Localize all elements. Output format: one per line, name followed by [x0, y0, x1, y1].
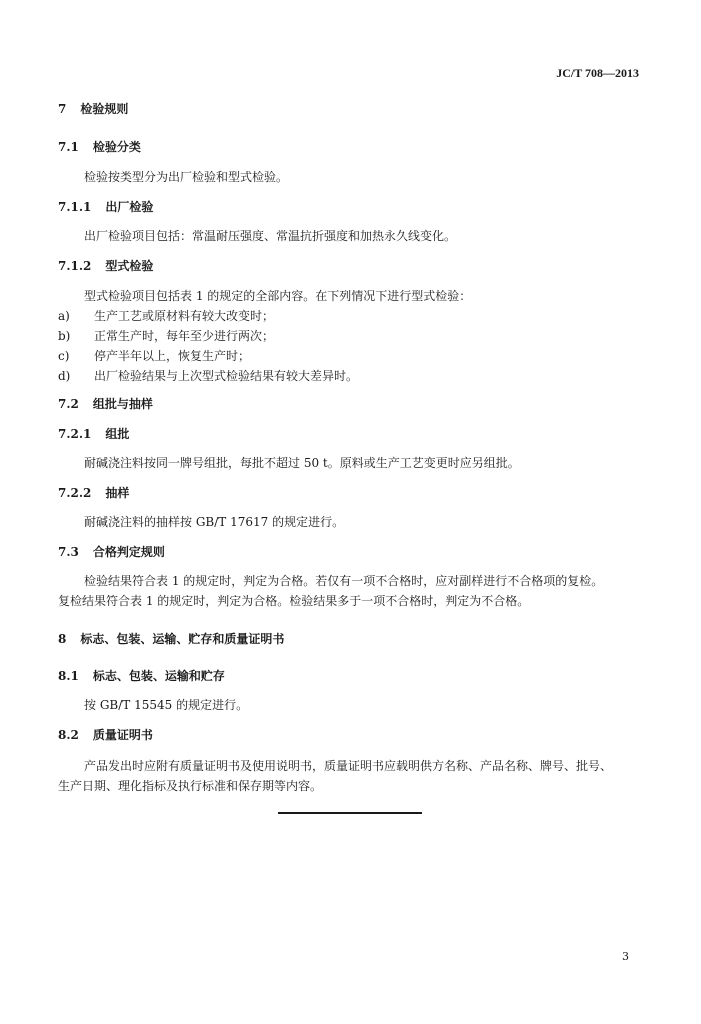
heading-8-2	[58, 726, 153, 743]
heading-number: 7	[58, 102, 67, 116]
list-item	[58, 347, 250, 364]
paragraph-7-3-line2: 复检结果符合表 1 的规定时，判定为合格。检验结果多于一项不合格时，判定为不合格。	[58, 594, 530, 608]
list-item	[58, 327, 274, 344]
heading-number: 7.1.2	[58, 259, 92, 273]
list-item-label: d)	[58, 369, 71, 383]
list-item-text: 正常生产时，每年至少进行两次；	[94, 329, 275, 343]
paragraph-8-2-line2: 生产日期、理化指标及执行标准和保存期等内容。	[58, 779, 323, 793]
paragraph-7-3-line1: 检验结果符合表 1 的规定时，判定为合格。若仅有一项不合格时，应对副样进行不合格项的复检。	[84, 574, 604, 588]
heading-number: 8.2	[58, 728, 79, 742]
document-code: JC/T 708—2013	[556, 66, 639, 80]
paragraph-7-1-2: 型式检验项目包括表 1 的规定的全部内容。在下列情况下进行型式检验：	[84, 289, 472, 303]
list-item	[58, 307, 274, 324]
heading-title: 组批	[105, 427, 130, 441]
list-item-label: c)	[58, 349, 70, 363]
list-item-text: 出厂检验结果与上次型式检验结果有较大差异时。	[94, 369, 359, 383]
heading-number: 7.3	[58, 545, 79, 559]
heading-title: 标志、包装、运输和贮存	[92, 669, 225, 683]
heading-number: 8	[58, 632, 67, 646]
heading-title: 组批与抽样	[92, 397, 153, 411]
list-item-text: 生产工艺或原材料有较大改变时；	[94, 309, 275, 323]
end-rule	[278, 812, 422, 814]
heading-7-3	[58, 543, 165, 560]
heading-number: 8.1	[58, 669, 79, 683]
paragraph-7-1-1: 出厂检验项目包括：常温耐压强度、常温抗折强度和加热永久线变化。	[84, 229, 457, 243]
paragraph-8-1: 按 GB/T 15545 的规定进行。	[84, 698, 249, 712]
heading-7-1	[58, 138, 141, 155]
heading-number: 7.1	[58, 140, 79, 154]
paragraph-7-1: 检验按类型分为出厂检验和型式检验。	[84, 170, 289, 184]
heading-title: 标志、包装、运输、贮存和质量证明书	[80, 632, 285, 646]
heading-number: 7.2.1	[58, 427, 92, 441]
list-item-label: a)	[58, 309, 70, 323]
heading-title: 检验规则	[80, 102, 129, 116]
heading-title: 抽样	[105, 486, 130, 500]
list-item-label: b)	[58, 329, 71, 343]
heading-8-1	[58, 667, 225, 684]
heading-number: 7.2	[58, 397, 79, 411]
page-number: 3	[622, 950, 629, 963]
heading-title: 检验分类	[92, 140, 141, 154]
heading-7-1-1	[58, 198, 153, 215]
heading-8	[58, 630, 284, 647]
heading-title: 质量证明书	[92, 728, 153, 742]
list-item-text: 停产半年以上，恢复生产时；	[94, 349, 251, 363]
heading-number: 7.1.1	[58, 200, 92, 214]
paragraph-7-2-1: 耐碱浇注料按同一牌号组批，每批不超过 50 t。原料或生产工艺变更时应另组批。	[84, 456, 520, 470]
heading-title: 出厂检验	[105, 200, 154, 214]
paragraph-8-2-line1: 产品发出时应附有质量证明书及使用说明书，质量证明书应载明供方名称、产品名称、牌号、批号、	[84, 759, 613, 773]
heading-7-2-2	[58, 484, 129, 501]
heading-title: 合格判定规则	[92, 545, 165, 559]
heading-7	[58, 100, 128, 117]
heading-title: 型式检验	[105, 259, 154, 273]
list-item	[58, 367, 358, 384]
heading-number: 7.2.2	[58, 486, 92, 500]
paragraph-7-2-2: 耐碱浇注料的抽样按 GB/T 17617 的规定进行。	[84, 515, 345, 529]
heading-7-2	[58, 395, 153, 412]
heading-7-2-1	[58, 425, 129, 442]
heading-7-1-2	[58, 257, 153, 274]
